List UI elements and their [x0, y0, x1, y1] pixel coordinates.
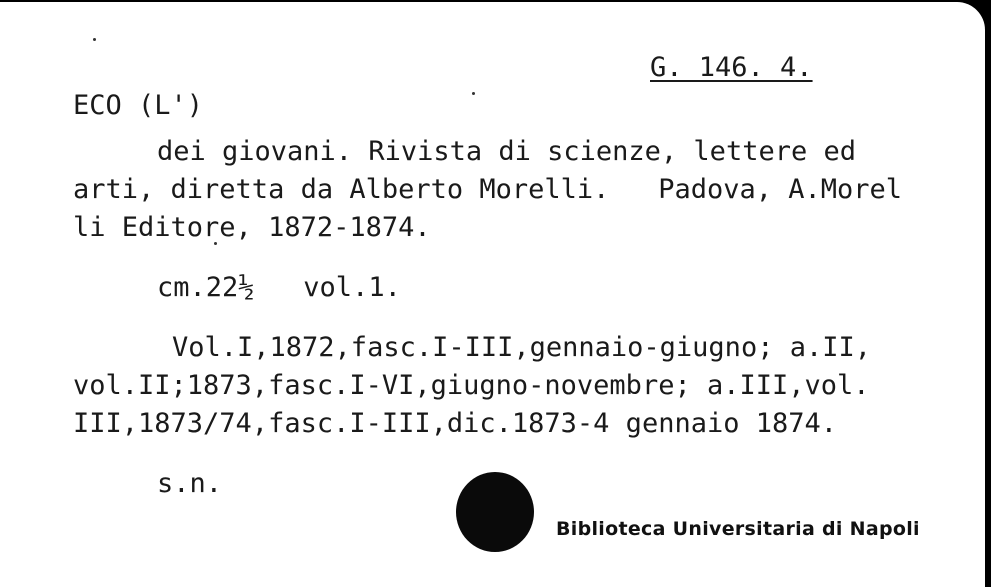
shelf-note: s.n. [157, 468, 223, 499]
library-seal-icon [456, 472, 534, 552]
holdings-line: III,1873/74,fasc.I-III,dic.1873-4 gennaio 1874. [73, 408, 838, 439]
title-line: dei giovani. Rivista di scienze, lettere ed [157, 136, 856, 167]
card-heading: ECO (L') [73, 90, 204, 121]
dust-speck [472, 92, 475, 95]
library-name: Biblioteca Universitaria di Napoli [556, 518, 920, 540]
title-line: li Editore, 1872-1874. [73, 212, 431, 243]
title-line: arti, diretta da Alberto Morelli. Padova, A.Morel [73, 174, 903, 205]
holdings-line: vol.II;1873,fasc.I-VI,giugno-novembre; a.III,vol. [73, 370, 870, 401]
holdings-line: Vol.I,1872,fasc.I-III,gennaio-giugno; a.II, [172, 332, 871, 363]
dust-speck [93, 38, 96, 41]
catalog-card [0, 2, 985, 587]
physical-description: cm.22½ vol.1. [157, 272, 401, 303]
call-number: G. 146. 4. [650, 52, 813, 83]
